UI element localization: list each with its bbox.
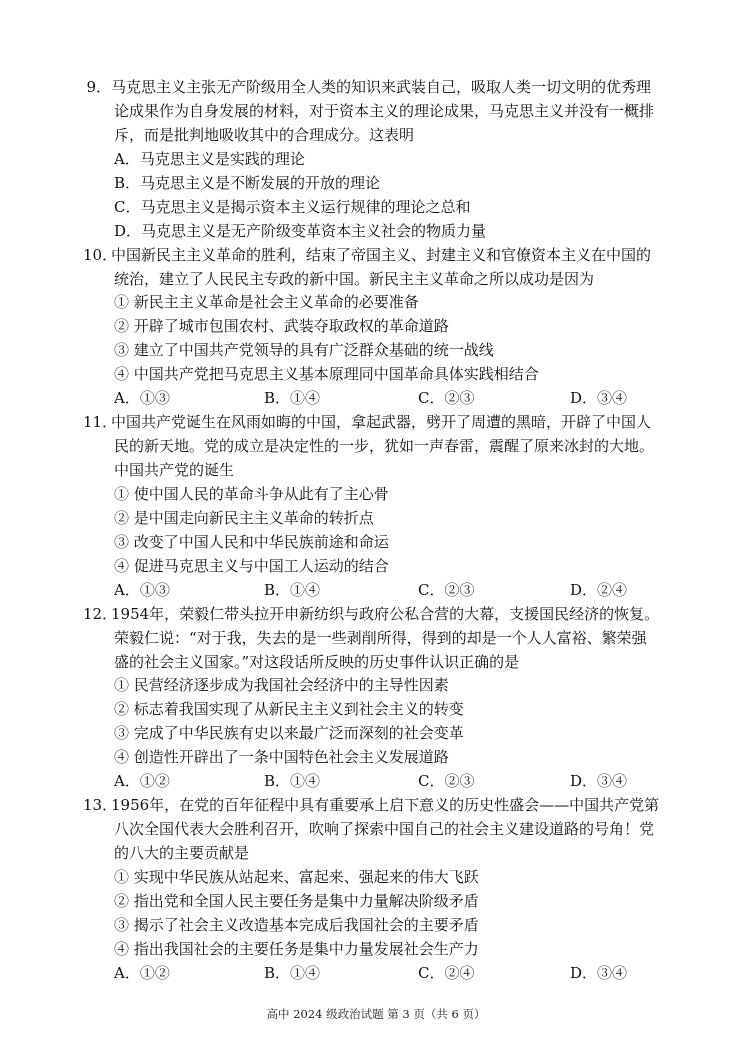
question-number: 12． bbox=[83, 604, 118, 623]
page-footer: 高中 2024 级政治试题 第 3 页（共 6 页） bbox=[266, 1007, 486, 1021]
question-stem-line: 的八大的主要贡献是 bbox=[114, 844, 250, 862]
question-stem-line: 斥，而是批判地吸收其中的合理成分。这表明 bbox=[114, 125, 415, 144]
choice-a: A．①② bbox=[114, 772, 170, 791]
option-c: C．马克思主义是揭示资本主义运行规律的理论之总和 bbox=[114, 197, 471, 216]
question-number: 11． bbox=[83, 413, 118, 432]
choice-d: D．③④ bbox=[570, 389, 628, 408]
statement-item: ④ 创造性开辟出了一条中国特色社会主义发展道路 bbox=[114, 748, 449, 767]
statement-item: ② 指出党和全国人民主要任务是集中力量解决阶级矛盾 bbox=[114, 891, 479, 910]
question-11 bbox=[0, 411, 752, 603]
question-9 bbox=[0, 76, 752, 244]
question-stem-line: 1956年，在党的百年征程中具有重要承上启下意义的历史性盛会——中国共产党第 bbox=[111, 796, 660, 815]
choice-c: C．②③ bbox=[418, 389, 475, 408]
question-stem-line: 论成果作为自身发展的材料，对于资本主义的理论成果，马克思主义并没有一概排 bbox=[114, 101, 655, 120]
choice-c: C．②③ bbox=[418, 580, 475, 599]
statement-item: ④ 中国共产党把马克思主义基本原理同中国革命具体实践相结合 bbox=[114, 365, 539, 384]
question-number: 10． bbox=[83, 245, 118, 264]
statement-item: ① 民营经济逐步成为我国社会经济中的主导性因素 bbox=[114, 676, 449, 695]
question-stem-line: 盛的社会主义国家。”对这段话所反映的历史事件认识正确的是 bbox=[114, 652, 520, 671]
statement-item: ① 使中国人民的革命斗争从此有了主心骨 bbox=[114, 484, 389, 503]
question-stem-line: 统治，建立了人民民主专政的新中国。新民主主义革命之所以成功是因为 bbox=[114, 269, 595, 288]
question-stem-line: 民的新天地。党的成立是决定性的一步，犹如一声春雷，震醒了原来冰封的大地。 bbox=[114, 437, 655, 456]
question-list bbox=[0, 76, 752, 986]
question-stem-line: 马克思主义主张无产阶级用全人类的知识来武装自己，吸取人类一切文明的优秀理 bbox=[111, 78, 652, 96]
choice-b: B．①④ bbox=[264, 963, 321, 982]
statement-item: ① 实现中华民族从站起来、富起来、强起来的伟大飞跃 bbox=[114, 867, 479, 886]
option-a: A．马克思主义是实践的理论 bbox=[114, 149, 305, 168]
question-stem-line: 中国共产党的诞生 bbox=[114, 461, 235, 479]
question-13 bbox=[0, 794, 752, 986]
question-number: 9． bbox=[86, 78, 111, 96]
choice-c: C．②④ bbox=[418, 963, 475, 982]
option-b: B．马克思主义是不断发展的开放的理论 bbox=[114, 173, 381, 192]
statement-item: ④ 指出我国社会的主要任务是集中力量发展社会生产力 bbox=[114, 939, 479, 958]
statement-item: ④ 促进马克思主义与中国工人运动的结合 bbox=[114, 556, 389, 575]
answer-choices bbox=[0, 770, 752, 794]
answer-choices bbox=[0, 387, 752, 411]
statement-item: ② 标志着我国实现了从新民主主义到社会主义的转变 bbox=[114, 700, 464, 719]
answer-choices bbox=[0, 962, 752, 986]
question-stem-line: 中国新民主主义革命的胜利，结束了帝国主义、封建主义和官僚资本主义在中国的 bbox=[111, 245, 652, 264]
choice-d: D．③④ bbox=[570, 772, 628, 791]
choice-d: D．②④ bbox=[570, 580, 628, 599]
statement-item: ② 是中国走向新民主主义革命的转折点 bbox=[114, 508, 374, 527]
statement-item: ③ 改变了中国人民和中华民族前途和命运 bbox=[114, 532, 389, 551]
choice-a: A．①② bbox=[114, 963, 170, 982]
choice-a: A．①③ bbox=[114, 389, 170, 408]
statement-item: ③ 完成了中华民族有史以来最广泛而深刻的社会变革 bbox=[114, 724, 464, 743]
question-10 bbox=[0, 244, 752, 412]
statement-item: ② 开辟了城市包围农村、武装夺取政权的革命道路 bbox=[114, 317, 449, 336]
statement-item: ③ 揭示了社会主义改造基本完成后我国社会的主要矛盾 bbox=[114, 915, 479, 934]
choice-b: B．①④ bbox=[264, 389, 321, 408]
choice-c: C．②③ bbox=[418, 772, 475, 791]
question-12 bbox=[0, 603, 752, 795]
answer-choices bbox=[0, 579, 752, 603]
choice-b: B．①④ bbox=[264, 580, 321, 599]
choice-d: D．③④ bbox=[570, 963, 628, 982]
question-number: 13． bbox=[83, 796, 118, 815]
question-stem-line: 1954年，荣毅仁带头拉开申新纺织与政府公私合营的大幕，支援国民经济的恢复。 bbox=[111, 604, 660, 623]
question-stem-line: 八次全国代表大会胜利召开，吹响了探索中国自己的社会主义建设道路的号角！党 bbox=[114, 820, 655, 839]
statement-item: ① 新民主主义革命是社会主义革命的必要准备 bbox=[114, 293, 419, 312]
question-stem-line: 荣毅仁说：“对于我，失去的是一些剥削所得，得到的却是一个人人富裕、繁荣强 bbox=[114, 628, 647, 647]
choice-a: A．①③ bbox=[114, 580, 170, 599]
option-d: D．马克思主义是无产阶级变革资本主义社会的物质力量 bbox=[114, 221, 487, 240]
question-stem-line: 中国共产党诞生在风雨如晦的中国，拿起武器，劈开了周遭的黑暗，开辟了中国人 bbox=[111, 413, 652, 432]
choice-b: B．①④ bbox=[264, 772, 321, 791]
statement-item: ③ 建立了中国共产党领导的具有广泛群众基础的统一战线 bbox=[114, 341, 494, 360]
